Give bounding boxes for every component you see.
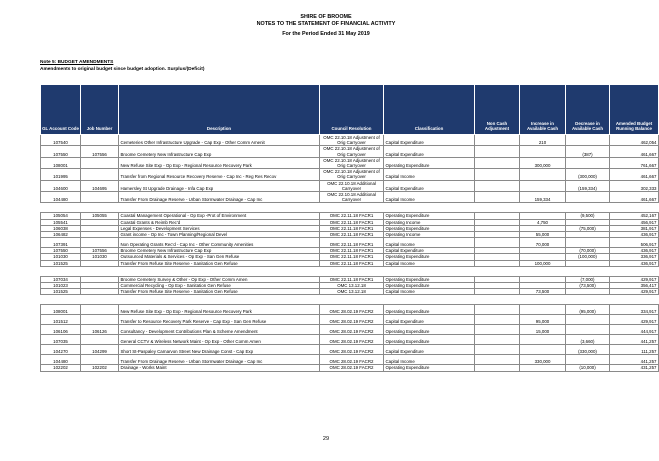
table-row — [41, 345, 659, 355]
classification-cell: Capital Income — [384, 192, 475, 203]
gl-account-cell: 107550 — [41, 248, 81, 254]
spacer-cell — [41, 266, 659, 276]
job-number-cell — [81, 315, 119, 325]
balance-cell: 381,917 — [610, 225, 659, 231]
resolution-cell: OMC 28.02.19 FACR2 — [320, 335, 384, 345]
classification-cell: Operating Expenditure — [384, 283, 475, 289]
classification-cell: Operating Expenditure — [384, 276, 475, 282]
decrease-cell — [566, 325, 610, 335]
gl-account-cell: 104480 — [41, 355, 81, 365]
balance-cell: 334,917 — [610, 305, 659, 315]
classification-cell: Capital Income — [384, 169, 475, 180]
classification-cell: Operating Expenditure — [384, 335, 475, 345]
description-cell: Broome Cemetery New Infrastructure Cap Exp — [119, 146, 320, 157]
resolution-cell: OMC 22.11.18 FACR1 — [320, 232, 384, 238]
resolution-cell: OMC 22.11.18 FACR1 — [320, 225, 384, 231]
gl-account-cell: 102202 — [41, 365, 81, 371]
job-number-cell: 102202 — [81, 365, 119, 371]
resolution-cell: OMC 22.11.18 FACR1 — [320, 260, 384, 266]
increase-cell — [520, 365, 566, 371]
balance-cell: 429,917 — [610, 289, 659, 295]
resolution-cell: OMC 28.02.19 FACR2 — [320, 365, 384, 371]
gl-account-cell: 106106 — [41, 325, 81, 335]
classification-cell: Capital Expenditure — [384, 146, 475, 157]
decrease-cell: (300,000) — [566, 169, 610, 180]
increase-cell — [520, 146, 566, 157]
resolution-cell: OMC 22.11.18 FACR1 — [320, 254, 384, 260]
table-header-row — [41, 85, 659, 135]
col-header-balance: Amended Budget Running Balance — [610, 85, 659, 135]
balance-cell: 431,257 — [610, 365, 659, 371]
increase-cell: 55,000 — [520, 232, 566, 238]
classification-cell: Operating Income — [384, 219, 475, 225]
page-number: 29 — [322, 436, 330, 442]
resolution-cell: OMC 22.10.18 Adjustment of Orig Carryover — [320, 169, 384, 180]
description-cell: Cemeteries Other Infrastructure Upgrade - Cap Exp - Other Comm Amenit — [119, 135, 320, 146]
gl-account-cell: 107034 — [41, 276, 81, 282]
decrease-cell: (9,500) — [566, 213, 610, 219]
description-cell: Transfer From Refuse Site Reserve - Sanitation Gen Refuse — [119, 260, 320, 266]
gl-account-cell: 101023 — [41, 283, 81, 289]
classification-cell: Capital Expenditure — [384, 345, 475, 355]
balance-cell: 462,054 — [610, 135, 659, 146]
col-header-non-cash: Non Cash Adjustment — [475, 85, 520, 135]
balance-cell: 356,417 — [610, 283, 659, 289]
non-cash-cell — [475, 169, 520, 180]
resolution-cell: OMC 22.10.18 Adjustment of Orig Carryover — [320, 146, 384, 157]
job-number-cell — [81, 192, 119, 203]
balance-cell: 111,257 — [610, 345, 659, 355]
resolution-cell: OMC 22.10.18 Adjustment of Orig Carryover — [320, 135, 384, 146]
balance-cell: 506,917 — [610, 238, 659, 248]
description-cell: Transfer From Drainage Reserve - Urban Stormwater Drainage - Cap Inc — [119, 192, 320, 203]
col-header-description: Description — [119, 85, 320, 135]
classification-cell: Operating Expenditure — [384, 254, 475, 260]
description-cell: General CCTV & Wireless Network Maint - Op Exp - Other Comm Amen — [119, 335, 320, 345]
gl-account-cell: 101030 — [41, 254, 81, 260]
description-cell: Drainage - Works Maint — [119, 365, 320, 371]
gl-account-cell: 101512 — [41, 315, 81, 325]
non-cash-cell — [475, 335, 520, 345]
description-cell: Legal Expenses - Development Services — [119, 225, 320, 231]
balance-cell: 452,167 — [610, 213, 659, 219]
decrease-cell: (330,000) — [566, 345, 610, 355]
description-cell: Consultancy - Development Contributions Plan & Scheme Amendment — [119, 325, 320, 335]
resolution-cell: OMC 28.02.19 FACR2 — [320, 315, 384, 325]
table-row — [41, 305, 659, 315]
job-number-cell — [81, 238, 119, 248]
resolution-cell: OMC 22.10.18 Additional Carryover — [320, 192, 384, 203]
decrease-cell — [566, 157, 610, 168]
description-cell: Broome Cemetery New Infrastructure Cap Exp — [119, 248, 320, 254]
increase-cell: 300,000 — [520, 157, 566, 168]
balance-cell: 461,667 — [610, 146, 659, 157]
increase-cell — [520, 180, 566, 191]
balance-cell: 441,257 — [610, 355, 659, 365]
job-number-cell: 104695 — [81, 180, 119, 191]
increase-cell: 210 — [520, 135, 566, 146]
balance-cell: 336,917 — [610, 254, 659, 260]
job-number-cell: 101030 — [81, 254, 119, 260]
gl-account-cell: 104270 — [41, 345, 81, 355]
decrease-cell — [566, 315, 610, 325]
report-title: NOTES TO THE STATEMENT OF FINANCIAL ACTIVITY — [256, 21, 396, 27]
gl-account-cell: 104600 — [41, 180, 81, 191]
table-row — [41, 365, 659, 371]
non-cash-cell — [475, 157, 520, 168]
non-cash-cell — [475, 146, 520, 157]
balance-cell: 456,917 — [610, 219, 659, 225]
increase-cell: 73,500 — [520, 289, 566, 295]
balance-cell: 436,917 — [610, 232, 659, 238]
description-cell: Coastal Management Operational - Op Exp -Prot of Environment — [119, 213, 320, 219]
non-cash-cell — [475, 305, 520, 315]
classification-cell: Operating Expenditure — [384, 225, 475, 231]
resolution-cell: OMC 13.12.18 — [320, 283, 384, 289]
table-row — [41, 355, 659, 365]
description-cell: Grant income - Op Inc - Town Planning/Regional Devel — [119, 232, 320, 238]
decrease-cell: (10,000) — [566, 365, 610, 371]
balance-cell: 461,667 — [610, 169, 659, 180]
spacer-cell — [41, 203, 659, 213]
balance-cell: 429,917 — [610, 276, 659, 282]
description-cell: New Refuse Site Exp - Op Exp - Regional Resource Recovery Park — [119, 305, 320, 315]
decrease-cell: (95,000) — [566, 305, 610, 315]
table-row — [41, 325, 659, 335]
decrease-cell: (387) — [566, 146, 610, 157]
job-number-cell: 105055 — [81, 213, 119, 219]
gl-account-cell: 104480 — [41, 192, 81, 203]
col-header-decrease: Decrease in Available Cash — [566, 85, 610, 135]
non-cash-cell — [475, 315, 520, 325]
col-header-council-resolution: Council Resolution — [320, 85, 384, 135]
job-number-cell — [81, 157, 119, 168]
gl-account-cell: 101995 — [41, 169, 81, 180]
non-cash-cell — [475, 325, 520, 335]
job-number-cell: 107556 — [81, 248, 119, 254]
col-header-classification: Classification — [384, 85, 475, 135]
job-number-cell: 104299 — [81, 345, 119, 355]
classification-cell: Operating Expenditure — [384, 365, 475, 371]
table-row — [41, 180, 659, 191]
report-period: For the Period Ended 31 May 2019 — [282, 31, 370, 37]
classification-cell: Capital Income — [384, 238, 475, 248]
col-header-increase: Increase in Available Cash — [520, 85, 566, 135]
gl-account-cell: 107391 — [41, 238, 81, 248]
table-row — [41, 157, 659, 168]
description-cell: Non Operating Grants Rec'd - Cap Inc - Other Community Amenities — [119, 238, 320, 248]
resolution-cell: OMC 28.02.19 FACR2 — [320, 305, 384, 315]
increase-cell — [520, 345, 566, 355]
increase-cell: 70,000 — [520, 238, 566, 248]
decrease-cell — [566, 355, 610, 365]
non-cash-cell — [475, 365, 520, 371]
non-cash-cell — [475, 180, 520, 191]
increase-cell: 4,750 — [520, 219, 566, 225]
gl-account-cell: 105541 — [41, 219, 81, 225]
note-title: Note 5: BUDGET AMENDMENTS — [40, 60, 114, 65]
decrease-cell: (75,000) — [566, 225, 610, 231]
non-cash-cell — [475, 192, 520, 203]
table-row — [41, 169, 659, 180]
decrease-cell: (159,334) — [566, 180, 610, 191]
resolution-cell: OMC 22.11.18 FACR1 — [320, 276, 384, 282]
increase-cell: 15,000 — [520, 325, 566, 335]
increase-cell: 95,000 — [520, 315, 566, 325]
gl-account-cell: 106038 — [41, 225, 81, 231]
balance-cell: 444,917 — [610, 325, 659, 335]
classification-cell: Capital Income — [384, 260, 475, 266]
increase-cell — [520, 169, 566, 180]
gl-account-cell: 107035 — [41, 335, 81, 345]
description-cell: New Refuse Site Exp - Op Exp - Regional Resource Recovery Park — [119, 157, 320, 168]
table-spacer-row — [41, 203, 659, 213]
non-cash-cell — [475, 135, 520, 146]
gl-account-cell: 107540 — [41, 135, 81, 146]
job-number-cell — [81, 169, 119, 180]
balance-cell: 436,917 — [610, 248, 659, 254]
table-row — [41, 315, 659, 325]
balance-cell: 302,333 — [610, 180, 659, 191]
classification-cell: Capital Income — [384, 289, 475, 295]
classification-cell: Operating Expenditure — [384, 213, 475, 219]
decrease-cell — [566, 192, 610, 203]
balance-cell: 429,917 — [610, 315, 659, 325]
resolution-cell: OMC 22.11.18 FACR1 — [320, 219, 384, 225]
gl-account-cell: 105054 — [41, 213, 81, 219]
table-row — [41, 135, 659, 146]
decrease-cell: (70,000) — [566, 248, 610, 254]
description-cell: Broome Cemetery Survey & Other - Op Exp - Other Comm Amen — [119, 276, 320, 282]
classification-cell: Capital Expenditure — [384, 180, 475, 191]
gl-account-cell: 101525 — [41, 289, 81, 295]
resolution-cell: OMC 22.10.18 Additional Carryover — [320, 180, 384, 191]
classification-cell: Capital Expenditure — [384, 315, 475, 325]
note-subtitle: Amendments to original budget since budget adoption. Surplus/(Deficit) — [40, 67, 205, 72]
description-cell: Commercial Recycling - Op Exp - Sanitation Gen Refuse — [119, 283, 320, 289]
increase-cell: 330,000 — [520, 355, 566, 365]
table-row — [41, 238, 659, 248]
decrease-cell — [566, 238, 610, 248]
resolution-cell: OMC 13.12.18 — [320, 289, 384, 295]
description-cell: Transfer From Refuse Site Reserve - Sanitation Gen Refuse — [119, 289, 320, 295]
description-cell: Transfer from Regional Resource Recovery Reserve - Cap Inc - Reg Res Recov — [119, 169, 320, 180]
job-number-cell: 106126 — [81, 325, 119, 335]
increase-cell — [520, 335, 566, 345]
spacer-cell — [41, 295, 659, 305]
resolution-cell: OMC 22.10.18 Adjustment of Orig Carryover — [320, 157, 384, 168]
balance-cell: 441,257 — [610, 335, 659, 345]
gl-account-cell: 101525 — [41, 260, 81, 266]
gl-account-cell: 106482 — [41, 232, 81, 238]
classification-cell: Operating Expenditure — [384, 305, 475, 315]
decrease-cell: (3,660) — [566, 335, 610, 345]
job-number-cell — [81, 355, 119, 365]
decrease-cell: (73,500) — [566, 283, 610, 289]
classification-cell: Capital Expenditure — [384, 248, 475, 254]
resolution-cell: OMC 28.02.19 FACR2 — [320, 345, 384, 355]
job-number-cell — [81, 135, 119, 146]
description-cell: Transfer to Resource Recovery Park Reserve - Cap Exp - San Gen Refuse — [119, 315, 320, 325]
classification-cell: Operating Income — [384, 232, 475, 238]
decrease-cell: (7,000) — [566, 276, 610, 282]
non-cash-cell — [475, 238, 520, 248]
classification-cell: Capital Income — [384, 355, 475, 365]
job-number-cell — [81, 305, 119, 315]
org-name: SHIRE OF BROOME — [300, 14, 352, 20]
resolution-cell: OMC 22.11.18 FACR1 — [320, 248, 384, 254]
classification-cell: Capital Expenditure — [384, 135, 475, 146]
col-header-job-number: Job Number — [81, 85, 119, 135]
decrease-cell — [566, 135, 610, 146]
classification-cell: Operating Expenditure — [384, 157, 475, 168]
resolution-cell: OMC 28.02.19 FACR2 — [320, 355, 384, 365]
table-row — [41, 192, 659, 203]
budget-amendments-table — [40, 84, 659, 372]
table-row — [41, 146, 659, 157]
gl-account-cell: 107550 — [41, 146, 81, 157]
col-header-gl-account: GL Account Code — [41, 85, 81, 135]
description-cell: Short St-Paspaley Carnarvon Street New Drainage Const - Cap Exp — [119, 345, 320, 355]
table-spacer-row — [41, 266, 659, 276]
table-spacer-row — [41, 295, 659, 305]
resolution-cell: OMC 28.02.19 FACR2 — [320, 325, 384, 335]
job-number-cell: 107556 — [81, 146, 119, 157]
non-cash-cell — [475, 355, 520, 365]
resolution-cell: OMC 22.11.18 FACR1 — [320, 213, 384, 219]
gl-account-cell: 108001 — [41, 157, 81, 168]
non-cash-cell — [475, 345, 520, 355]
description-cell: Hamersley St Upgrade Drainage - Infa Cap Exp — [119, 180, 320, 191]
decrease-cell: (100,000) — [566, 254, 610, 260]
job-number-cell — [81, 335, 119, 345]
balance-cell: 461,667 — [610, 192, 659, 203]
gl-account-cell: 108001 — [41, 305, 81, 315]
increase-cell: 159,334 — [520, 192, 566, 203]
classification-cell: Operating Expenditure — [384, 325, 475, 335]
description-cell: Transfer From Drainage Reserve - Urban Stormwater Drainage - Cap Inc — [119, 355, 320, 365]
resolution-cell: OMC 22.11.18 FACR1 — [320, 238, 384, 248]
increase-cell — [520, 305, 566, 315]
description-cell: Coastal Grants & Reimb Rec'd — [119, 219, 320, 225]
table-row — [41, 335, 659, 345]
description-cell: Outsourced Materials & Services - Op Exp - San Gen Refuse — [119, 254, 320, 260]
balance-cell: 436,917 — [610, 260, 659, 266]
increase-cell: 100,000 — [520, 260, 566, 266]
balance-cell: 761,667 — [610, 157, 659, 168]
